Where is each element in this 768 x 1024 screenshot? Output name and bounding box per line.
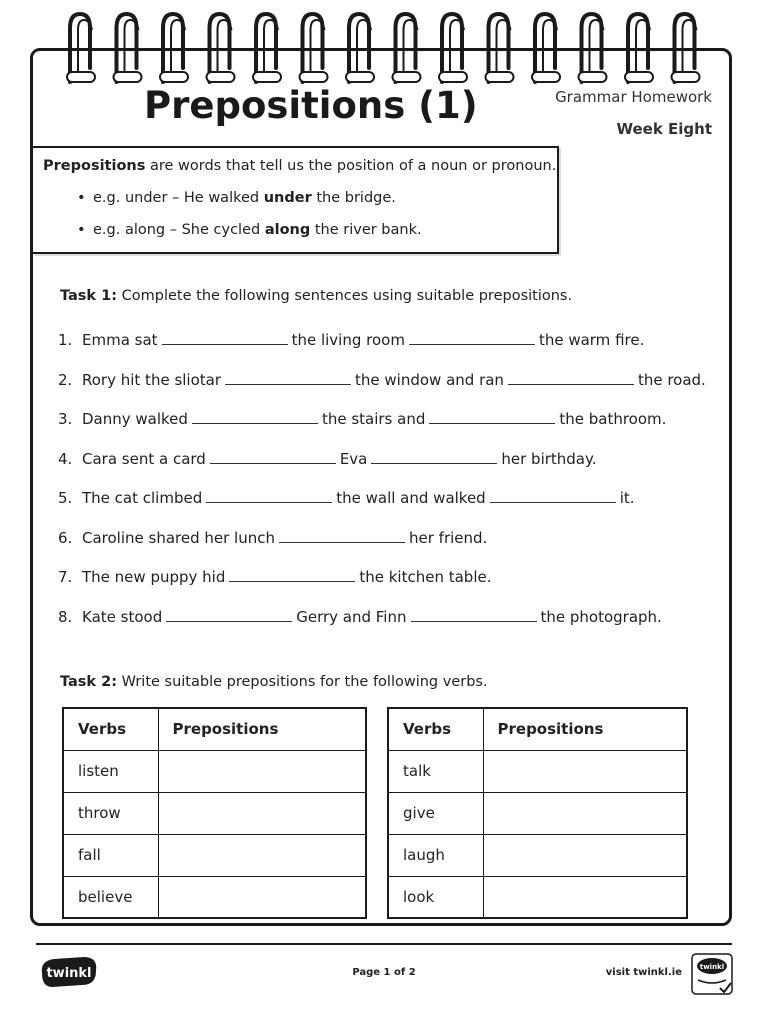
answer-blank[interactable]	[409, 330, 535, 345]
sentence-number: 6.	[58, 529, 73, 547]
ring-icon	[439, 14, 467, 82]
example-text: e.g. under – He walked	[93, 190, 264, 206]
sentence-text: her birthday.	[501, 450, 597, 468]
answer-cell[interactable]	[483, 876, 687, 918]
sentence-text: Emma sat	[82, 331, 158, 349]
answer-blank[interactable]	[206, 488, 332, 503]
svg-text:twinkl: twinkl	[699, 963, 725, 971]
ring-icon	[532, 14, 560, 82]
example-text: e.g. along – She cycled	[93, 222, 265, 238]
answer-blank[interactable]	[371, 449, 497, 464]
visit-link[interactable]: visit twinkl.ie	[605, 967, 682, 978]
answer-cell[interactable]	[158, 876, 366, 918]
answer-cell[interactable]	[158, 834, 366, 876]
sentence-item	[58, 607, 662, 626]
prepositions-header: Prepositions	[483, 708, 687, 750]
sentence-text: the wall and walked	[336, 489, 486, 507]
ring-icon	[114, 14, 142, 82]
answer-blank[interactable]	[508, 370, 634, 385]
task1-label: Task 1:	[60, 288, 118, 304]
answer-blank[interactable]	[279, 528, 405, 543]
verbs-table-right	[387, 707, 688, 919]
week-label: Week Eight	[616, 120, 712, 138]
ring-icon	[393, 14, 421, 82]
example-item: • e.g. along – She cycled along the river bank.	[77, 222, 422, 238]
task2-instruction: Write suitable prepositions for the following verbs.	[117, 674, 488, 690]
quality-badge-icon	[690, 952, 734, 996]
sentence-text: it.	[619, 489, 635, 507]
sentence-text: Eva	[339, 450, 368, 468]
answer-cell[interactable]	[158, 792, 366, 834]
homework-label: Grammar Homework	[555, 88, 712, 106]
verb-cell: laugh	[388, 834, 483, 876]
sentence-text: the bathroom.	[559, 410, 667, 428]
verb-cell: fall	[63, 834, 158, 876]
ring-icon	[253, 14, 281, 82]
answer-blank[interactable]	[225, 370, 351, 385]
sentence-number: 1.	[58, 331, 73, 349]
answer-cell[interactable]	[483, 834, 687, 876]
sentence-number: 4.	[58, 450, 73, 468]
answer-blank[interactable]	[162, 330, 288, 345]
ring-icon	[672, 14, 700, 82]
verb-cell: look	[388, 876, 483, 918]
definition-text	[43, 158, 556, 174]
answer-cell[interactable]	[483, 750, 687, 792]
svg-text:twinkl: twinkl	[46, 966, 92, 981]
sentence-item	[58, 488, 635, 507]
sentence-number: 7.	[58, 568, 73, 586]
definition-term: Prepositions	[43, 158, 146, 174]
sentence-text: her friend.	[409, 529, 488, 547]
answer-blank[interactable]	[210, 449, 336, 464]
sentence-text: Rory hit the sliotar	[82, 371, 222, 389]
sentence-text: the window and ran	[355, 371, 504, 389]
sentence-number: 3.	[58, 410, 73, 428]
sentence-text: Kate stood	[82, 608, 163, 626]
sentence-text: the stairs and	[321, 410, 426, 428]
ring-icon	[67, 14, 95, 82]
prepositions-header: Prepositions	[158, 708, 366, 750]
ring-icon	[160, 14, 188, 82]
sentence-item	[58, 567, 492, 586]
ring-icon	[486, 14, 514, 82]
answer-blank[interactable]	[192, 409, 318, 424]
verbs-header: Verbs	[63, 708, 158, 750]
ring-icon	[346, 14, 374, 82]
task1-heading	[60, 288, 572, 304]
answer-cell[interactable]	[483, 792, 687, 834]
sentence-text: Gerry and Finn	[296, 608, 407, 626]
ring-icon	[300, 14, 328, 82]
sentence-number: 8.	[58, 608, 73, 626]
answer-blank[interactable]	[229, 567, 355, 582]
sentence-number: 5.	[58, 489, 73, 507]
verb-cell: give	[388, 792, 483, 834]
sentence-text: the living room	[291, 331, 405, 349]
sentence-item	[58, 409, 666, 428]
task1-instruction: Complete the following sentences using suitable prepositions.	[117, 288, 573, 304]
sentence-item	[58, 370, 706, 389]
sentence-item	[58, 449, 597, 468]
verb-cell: believe	[63, 876, 158, 918]
answer-blank[interactable]	[166, 607, 292, 622]
answer-blank[interactable]	[411, 607, 537, 622]
verb-cell: throw	[63, 792, 158, 834]
spiral-binding-icon	[60, 10, 710, 90]
task2-heading	[60, 674, 488, 690]
example-item: • e.g. under – He walked under the bridge.	[77, 190, 396, 206]
page-number: Page 1 of 2	[352, 967, 416, 978]
page-title: Prepositions (1)	[144, 84, 478, 127]
sentence-text: Cara sent a card	[82, 450, 206, 468]
sentence-text: the kitchen table.	[359, 568, 492, 586]
ring-icon	[625, 14, 653, 82]
sentence-text: the warm fire.	[538, 331, 645, 349]
ring-icon	[579, 14, 607, 82]
verb-cell: listen	[63, 750, 158, 792]
example-keyword: along	[264, 222, 311, 238]
definition-box	[33, 146, 559, 254]
example-keyword: under	[263, 190, 312, 206]
footer-divider	[36, 943, 732, 945]
verb-cell: talk	[388, 750, 483, 792]
task2-label: Task 2:	[60, 674, 118, 690]
sentence-item	[58, 330, 644, 349]
answer-blank[interactable]	[490, 488, 616, 503]
definition-body: are words that tell us the position of a noun or pronoun.	[145, 158, 557, 174]
ring-icon	[207, 14, 235, 82]
sentence-text: the road.	[637, 371, 706, 389]
verbs-table-left	[62, 707, 367, 919]
sentence-item	[58, 528, 487, 547]
answer-blank[interactable]	[429, 409, 555, 424]
sentence-text: The cat climbed	[82, 489, 203, 507]
verbs-header: Verbs	[388, 708, 483, 750]
sentence-text: the photograph.	[540, 608, 662, 626]
sentence-number: 2.	[58, 371, 73, 389]
sentence-text: Caroline shared her lunch	[82, 529, 275, 547]
sentence-text: The new puppy hid	[82, 568, 226, 586]
example-text: the river bank.	[310, 222, 422, 238]
sentence-text: Danny walked	[82, 410, 188, 428]
example-text: the bridge.	[311, 190, 396, 206]
answer-cell[interactable]	[158, 750, 366, 792]
